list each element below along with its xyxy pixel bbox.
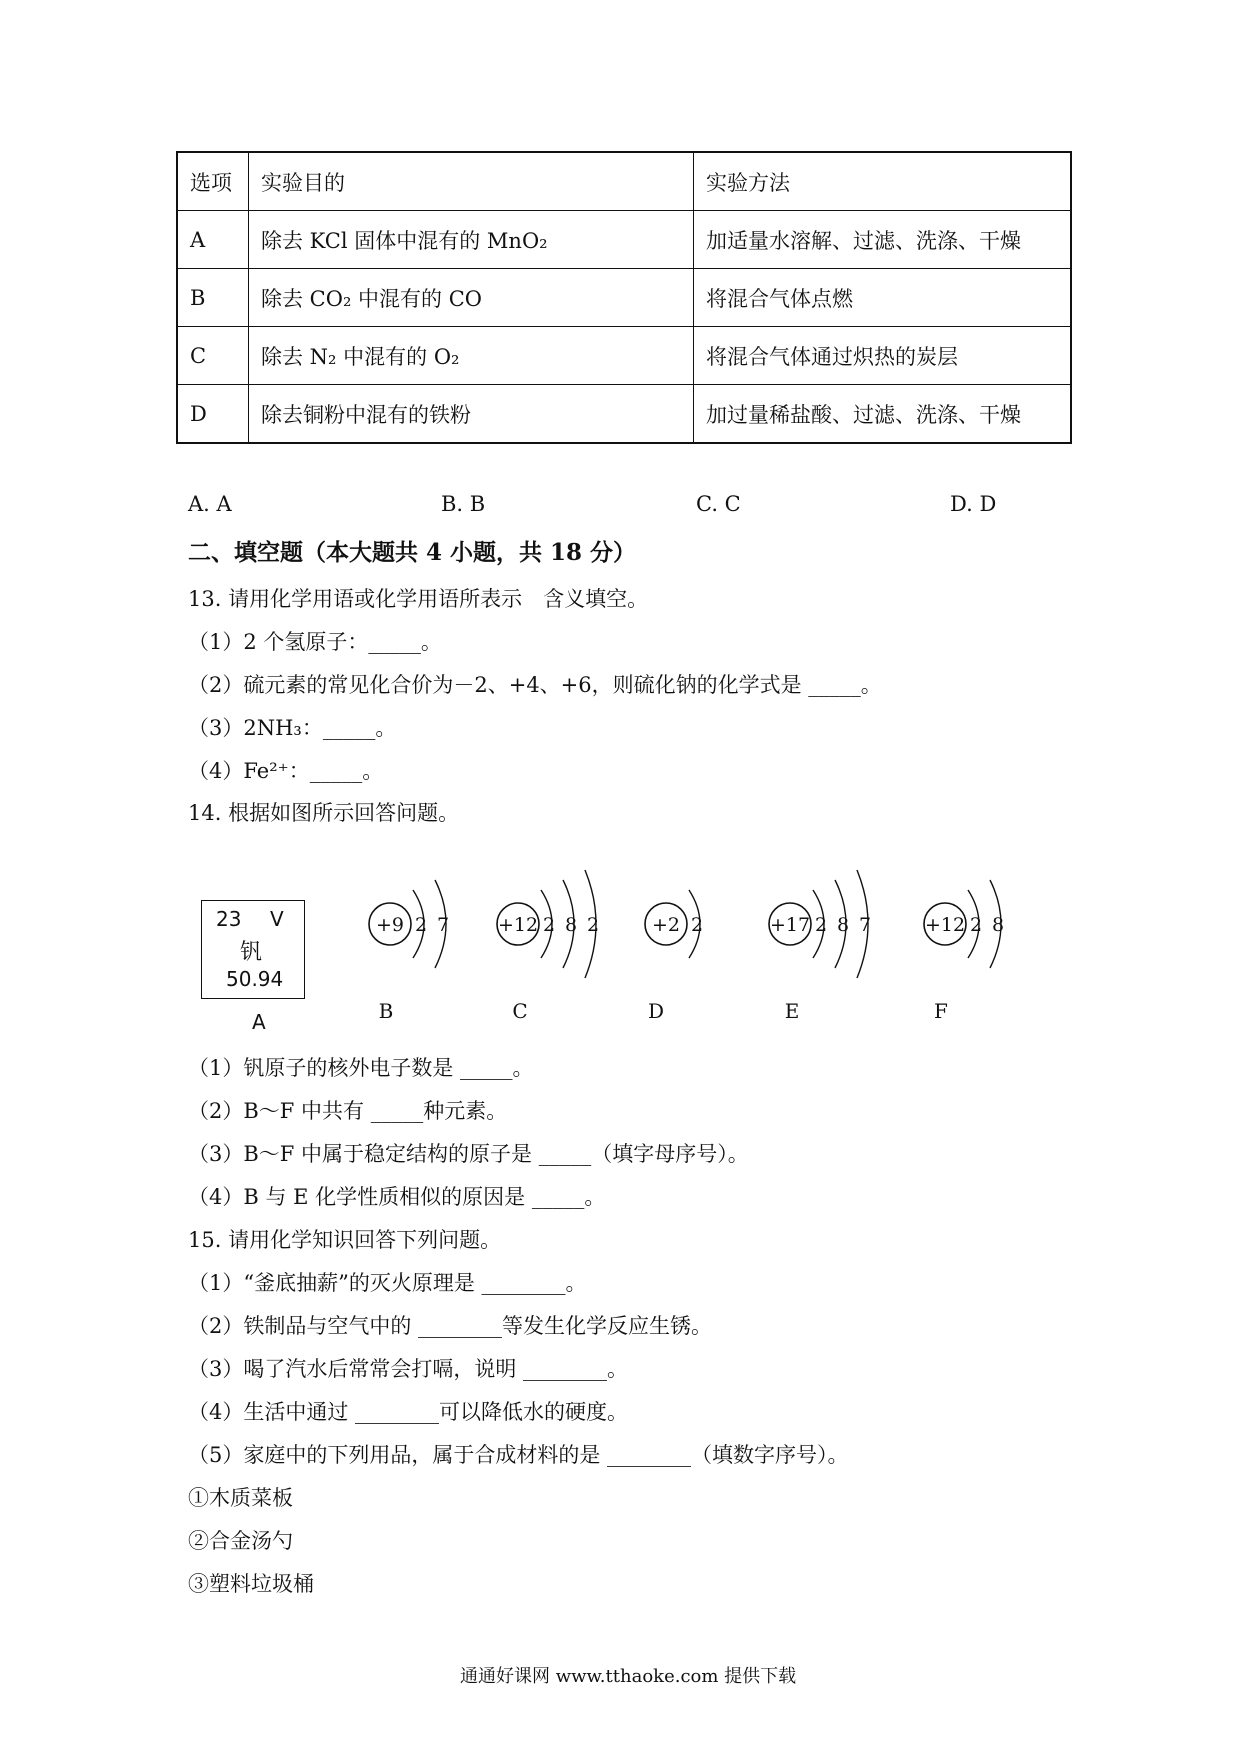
table-cell-purpose: 除去 N₂ 中混有的 O₂	[249, 327, 694, 385]
q15-stem: 15. 请用化学知识回答下列问题。	[188, 1228, 502, 1252]
nucleus-charge: +17	[769, 914, 811, 936]
q13-item: （4）Fe²⁺：_____。	[188, 759, 384, 783]
q15-item: （4）生活中通过 ________可以降低水的硬度。	[188, 1400, 629, 1424]
choice-c: C. C	[696, 492, 741, 516]
q13-item: （1）2 个氢原子：_____。	[188, 630, 442, 654]
shell-electron-count: 8	[836, 914, 850, 936]
shell-electron-count: 2	[414, 914, 428, 936]
shell-electron-count: 8	[564, 914, 578, 936]
shell-electron-count: 2	[542, 914, 556, 936]
table-row	[177, 327, 1071, 385]
q15-option: ①木质菜板	[188, 1486, 293, 1510]
nucleus-charge: +2	[651, 914, 681, 936]
shell-electron-count: 2	[814, 914, 828, 936]
q14-item: （4）B 与 E 化学性质相似的原因是 _____。	[188, 1185, 606, 1209]
table-cell-option: A	[177, 211, 249, 269]
diagram-label: B	[378, 999, 394, 1023]
q15-item: （1）“釜底抽薪”的灭火原理是 ________。	[188, 1271, 587, 1295]
atom-diagram-e	[769, 870, 871, 1023]
q13-item: （3）2NH₃：_____。	[188, 716, 397, 740]
shell-electron-count: 2	[586, 914, 600, 936]
element-atomic-number: 23	[216, 907, 242, 931]
table-cell-method: 将混合气体通过炽热的炭层	[694, 327, 1072, 385]
table-cell-method: 加适量水溶解、过滤、洗涤、干燥	[694, 211, 1072, 269]
nucleus-charge: +12	[497, 914, 539, 936]
table-cell-purpose: 除去铜粉中混有的铁粉	[249, 385, 694, 444]
atom-diagram-b	[369, 880, 449, 1023]
nucleus-charge: +9	[375, 914, 405, 936]
q15-item: （3）喝了汽水后常常会打嗝，说明 ________。	[188, 1357, 629, 1381]
element-name: 钒	[240, 940, 263, 965]
choice-d: D. D	[950, 492, 997, 516]
diagram-label: D	[647, 999, 665, 1023]
q13-item: （2）硫元素的常见化合价为－2、+4、+6，则硫化钠的化学式是 _____。	[188, 673, 882, 697]
table-cell-method: 将混合气体点燃	[694, 269, 1072, 327]
q15-item: （5）家庭中的下列用品，属于合成材料的是 ________（填数字序号）。	[188, 1443, 849, 1467]
options-table	[176, 151, 1072, 444]
table-header-cell: 实验目的	[249, 152, 694, 211]
table-row	[177, 211, 1071, 269]
element-atomic-mass: 50.94	[226, 967, 284, 991]
table-header-cell: 选项	[177, 152, 249, 211]
q13-stem: 13. 请用化学用语或化学用语所表示 含义填空。	[188, 587, 649, 611]
nucleus-charge: +12	[924, 914, 966, 936]
shell-electron-count: 7	[858, 914, 872, 936]
q15-option: ②合金汤勺	[188, 1529, 293, 1553]
q15-item: （2）铁制品与空气中的 ________等发生化学反应生锈。	[188, 1314, 713, 1338]
table-row	[177, 269, 1071, 327]
element-symbol: V	[270, 907, 284, 931]
shell-electron-count: 2	[969, 914, 983, 936]
section-title: 二、填空题（本大题共 4 小题，共 18 分）	[188, 539, 637, 566]
diagram-label: C	[512, 999, 528, 1023]
choice-a: A. A	[188, 492, 232, 516]
atom-structure-diagrams	[0, 840, 1240, 1040]
q14-item: （2）B～F 中共有 _____种元素。	[188, 1099, 508, 1123]
atom-diagram-f	[924, 880, 1004, 1023]
q15-option: ③塑料垃圾桶	[188, 1572, 314, 1596]
diagram-label: E	[784, 999, 800, 1023]
table-cell-method: 加过量稀盐酸、过滤、洗涤、干燥	[694, 385, 1072, 444]
q14-stem: 14. 根据如图所示回答问题。	[188, 801, 460, 825]
table-header-cell: 实验方法	[694, 152, 1072, 211]
page-footer: 通通好课网 www.tthaoke.com 提供下载	[460, 1666, 797, 1687]
atom-diagram-c	[497, 870, 599, 1023]
table-header-row	[177, 152, 1071, 211]
table-cell-purpose: 除去 CO₂ 中混有的 CO	[249, 269, 694, 327]
table-cell-purpose: 除去 KCl 固体中混有的 MnO₂	[249, 211, 694, 269]
diagram-label-a: A	[252, 1010, 266, 1034]
atom-diagram-d	[645, 890, 703, 1023]
shell-electron-count: 7	[436, 914, 450, 936]
q14-item: （1）钒原子的核外电子数是 _____。	[188, 1056, 534, 1080]
table-row	[177, 385, 1071, 444]
shell-electron-count: 8	[991, 914, 1005, 936]
table-cell-option: B	[177, 269, 249, 327]
table-cell-option: C	[177, 327, 249, 385]
table-cell-option: D	[177, 385, 249, 444]
shell-electron-count: 2	[690, 914, 704, 936]
diagram-label: F	[934, 999, 948, 1023]
q14-item: （3）B～F 中属于稳定结构的原子是 _____（填字母序号）。	[188, 1142, 749, 1166]
choice-b: B. B	[441, 492, 486, 516]
